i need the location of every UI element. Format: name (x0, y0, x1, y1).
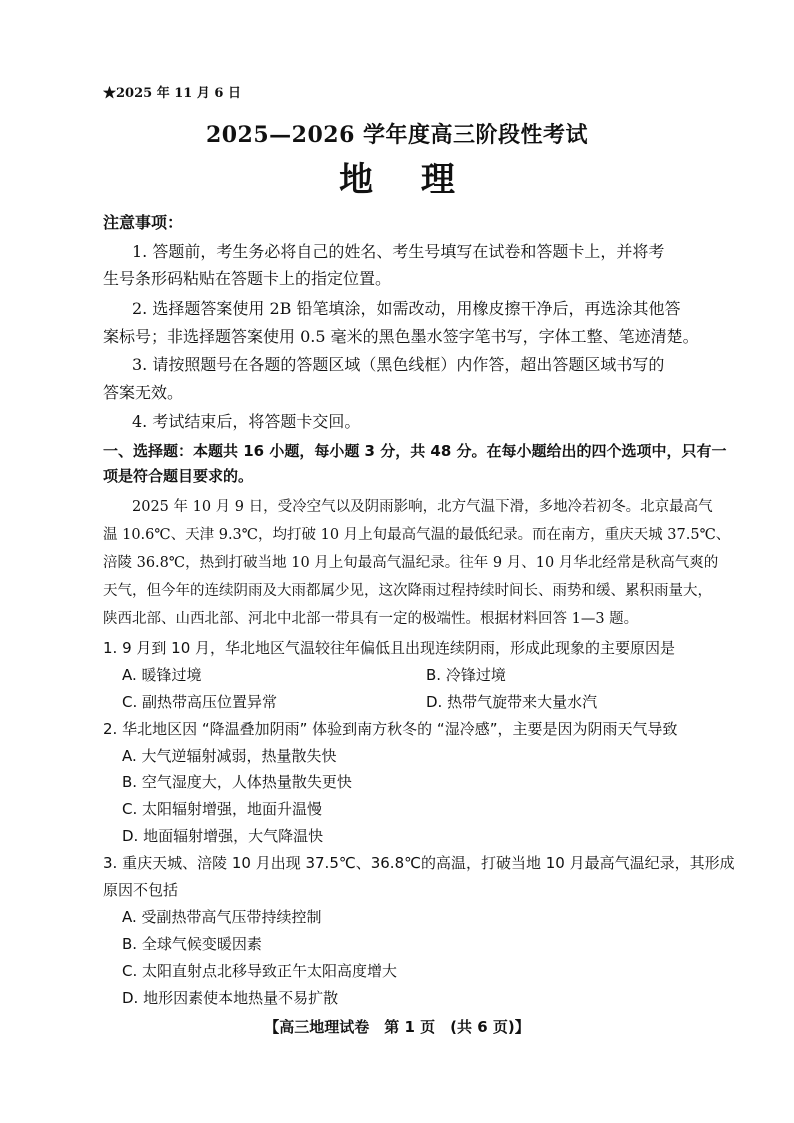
question-stem: 原因不包括 (103, 881, 179, 899)
option-a: A. 暖锋过境 (122, 666, 202, 684)
option-c: C. 太阳辐射增强，地面升温慢 (122, 800, 323, 818)
notice-line: 4. 考试结束后，将答题卡交回。 (132, 412, 361, 431)
notice-line: 案标号；非选择题答案使用 0.5 毫米的黑色墨水签字笔书写，字体工整、笔迹清楚。 (103, 327, 699, 346)
option-b: B. 全球气候变暖因素 (122, 935, 262, 953)
notice-line: 3. 请按照题号在各题的答题区域（黑色线框）内作答，超出答题区域书写的 (132, 355, 665, 374)
page-footer: 【高三地理试卷 第 1 页 (共 6 页)】 (264, 1018, 530, 1036)
material-line: 2025 年 10 月 9 日，受冷空气以及阴雨影响，北方气温下滑，多地冷若初冬。北京最高气 (132, 499, 713, 515)
notice-line: 答案无效。 (103, 383, 184, 402)
option-a: A. 受副热带高气压带持续控制 (122, 908, 322, 926)
question-stem: 3. 重庆天城、涪陵 10 月出现 37.5℃、36.8℃的高温，打破当地 10 月最高气温纪录，其形成 (103, 854, 735, 872)
section-heading: 一、选择题：本题共 16 小题，每小题 3 分，共 48 分。在每小题给出的四个选项中，只有一 (103, 442, 727, 460)
option-d: D. 地面辐射增强，大气降温快 (122, 827, 324, 845)
option-b: B. 空气湿度大，人体热量散失更快 (122, 773, 352, 791)
material-line: 涪陵 36.8℃，热到打破当地 10 月上旬最高气温纪录。往年 9 月、10 月华北经常是秋高气爽的 (103, 555, 719, 571)
notice-line: 生号条形码粘贴在答题卡上的指定位置。 (103, 269, 392, 288)
option-b: B. 冷锋过境 (426, 666, 506, 684)
subject-title: 地 理 (339, 160, 473, 200)
option-d: D. 地形因素使本地热量不易扩散 (122, 989, 339, 1007)
option-c: C. 副热带高压位置异常 (122, 693, 278, 711)
option-d: D. 热带气旋带来大量水汽 (426, 693, 598, 711)
question-stem: 1. 9 月到 10 月，华北地区气温较往年偏低且出现连续阴雨，形成此现象的主要原因是 (103, 639, 676, 657)
notice-line: 2. 选择题答案使用 2B 铅笔填涂，如需改动，用橡皮擦干净后，再选涂其他答 (132, 299, 681, 318)
exam-title: 2025—2026 学年度高三阶段性考试 (205, 122, 589, 148)
material-line: 温 10.6℃、天津 9.3℃，均打破 10 月上旬最高气温的最低纪录。而在南方，重庆天城 37.5℃、 (103, 527, 731, 543)
material-line: 天气，但今年的连续阴雨及大雨都属少见，这次降雨过程持续时间长、雨势和缓、累积雨量大， (103, 583, 712, 599)
notice-line: 1. 答题前，考生务必将自己的姓名、考生号填写在试卷和答题卡上，并将考 (132, 242, 665, 261)
material-line: 陕西北部、山西北部、河北中北部一带具有一定的极端性。根据材料回答 1—3 题。 (103, 611, 639, 627)
question-stem: 2. 华北地区因 “降温叠加阴雨” 体验到南方秋冬的 “湿冷感”，主要是因为阴雨天气导致 (103, 720, 678, 738)
option-a: A. 大气逆辐射减弱，热量散失快 (122, 747, 337, 765)
notice-heading: 注意事项： (103, 213, 184, 232)
section-heading: 项是符合题目要求的。 (103, 467, 254, 485)
exam-date: ★2025 年 11 月 6 日 (103, 86, 241, 101)
option-c: C. 太阳直射点北移导致正午太阳高度增大 (122, 962, 398, 980)
